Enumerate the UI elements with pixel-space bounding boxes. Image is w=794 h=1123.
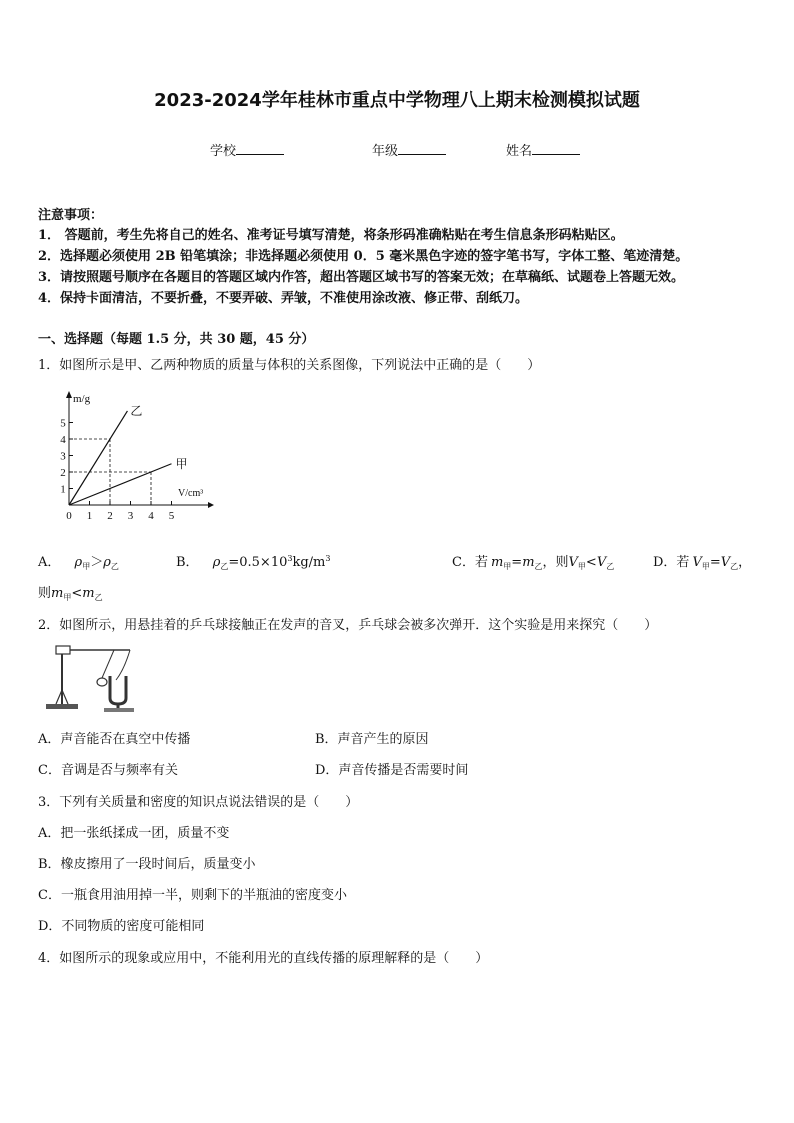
exponent: 3 <box>287 554 293 563</box>
option-label: A． <box>38 555 61 570</box>
var-m: m <box>51 586 64 601</box>
x-tick-label: 4 <box>148 510 154 522</box>
subscript: 乙 <box>606 562 615 571</box>
connector: 则 <box>38 586 52 601</box>
comma: ， <box>738 555 752 570</box>
y-tick-label: 5 <box>60 417 66 430</box>
subscript: 乙 <box>220 562 229 571</box>
notice-item: 2．选择题必须使用 2B 铅笔填涂；非选择题必须使用 0．5 毫米黑色字迹的签字笔书写，字体工整、笔迹清楚。 <box>38 249 689 264</box>
section-heading: 一、选择题（每题 1.5 分，共 30 题，45 分） <box>38 332 315 347</box>
q2-option-d[interactable]: D．声音传播是否需要时间 <box>315 763 469 778</box>
q1-option-b[interactable] <box>176 551 330 570</box>
name-label: 姓名 <box>506 144 533 159</box>
subscript: 甲 <box>577 562 586 571</box>
subscript: 甲 <box>82 562 91 571</box>
name-blank[interactable] <box>532 142 580 155</box>
q2-option-b[interactable]: B．声音产生的原因 <box>315 732 429 747</box>
var-v: V <box>720 555 731 570</box>
grade-field[interactable] <box>372 140 446 159</box>
fork-base <box>104 708 134 712</box>
var-m: m <box>82 586 95 601</box>
y-tick-label: 3 <box>60 450 66 463</box>
subscript: 甲 <box>701 562 710 571</box>
var-m: m <box>490 555 504 570</box>
connector: ，则 <box>542 555 569 570</box>
q3-option-c[interactable]: C．一瓶食用油用掉一半，则剩下的半瓶油的密度变小 <box>38 888 347 903</box>
operator: < <box>585 555 597 570</box>
rho-symbol: ρ <box>212 555 221 570</box>
notice-item: 1． 答题前，考生先将自己的姓名、准考证号填写清楚，将条形码准确粘贴在考生信息条形码粘贴区。 <box>38 228 624 243</box>
var-v: V <box>568 555 578 570</box>
q3-option-a[interactable]: A．把一张纸揉成一团，质量不变 <box>38 826 230 841</box>
q1-option-d-continued <box>38 582 103 601</box>
school-blank[interactable] <box>236 142 284 155</box>
subscript: 甲 <box>63 593 72 602</box>
tuning-fork <box>110 676 126 704</box>
stand-base <box>46 704 78 709</box>
school-label: 学校 <box>210 144 237 159</box>
grade-label: 年级 <box>372 144 399 159</box>
operator: ＞ <box>90 555 104 570</box>
thread <box>102 650 114 678</box>
x-tick-label: 1 <box>86 510 93 522</box>
subscript: 乙 <box>94 593 103 602</box>
series-line-jia <box>69 464 172 505</box>
ping-pong-ball <box>97 678 107 686</box>
q1-option-a[interactable] <box>38 551 119 570</box>
x-axis-label: V/cm³ <box>178 488 204 499</box>
density-unit: kg/m <box>292 555 326 570</box>
subscript: 乙 <box>110 562 119 571</box>
subscript: 乙 <box>534 562 543 571</box>
q2-option-a[interactable]: A．声音能否在真空中传播 <box>38 732 191 747</box>
var-v: V <box>692 555 702 570</box>
operator: = <box>709 555 721 570</box>
operator: < <box>71 586 83 601</box>
notice-item: 3．请按照题号顺序在各题目的答题区域内作答，超出答题区域书写的答案无效；在草稿纸、试题卷上答题无效。 <box>38 270 685 285</box>
option-label: D．若 <box>653 555 690 570</box>
q3-option-d[interactable]: D．不同物质的密度可能相同 <box>38 919 205 934</box>
thread-line <box>116 650 130 680</box>
q1-option-d[interactable] <box>653 551 751 570</box>
series-line-yi <box>69 411 127 505</box>
q2-option-c[interactable]: C．音调是否与频率有关 <box>38 763 178 778</box>
series-label-jia: 甲 <box>175 456 188 471</box>
tuning-fork-figure <box>40 640 150 712</box>
q3-stem: 3．下列有关质量和密度的知识点说法错误的是（ ） <box>38 795 359 810</box>
series-label-yi: 乙 <box>130 403 143 418</box>
y-tick-label: 4 <box>60 434 66 446</box>
y-axis-label: m/g <box>73 393 91 405</box>
q2-stem: 2．如图所示，用悬挂着的乒乓球接触正在发声的音叉，乒乓球会被多次弹开．这个实验是用来探究（ ） <box>38 618 658 633</box>
q3-option-b[interactable]: B．橡皮擦用了一段时间后，质量变小 <box>38 857 256 872</box>
q4-stem: 4．如图所示的现象或应用中，不能利用光的直线传播的原理解释的是（ ） <box>38 951 489 966</box>
y-tick-label: 1 <box>60 483 66 496</box>
rho-symbol: ρ <box>74 555 83 570</box>
school-field[interactable] <box>210 140 284 159</box>
var-m: m <box>522 555 535 570</box>
operator: = <box>511 555 523 570</box>
notice-item: 4．保持卡面清洁，不要折叠，不要弄破、弄皱，不准使用涂改液、修正带、刮纸刀。 <box>38 291 529 306</box>
exponent: 3 <box>325 554 331 563</box>
notice-heading: 注意事项： <box>38 208 104 223</box>
page-title: 2023-2024学年桂林市重点中学物理八上期末检测模拟试题 <box>154 90 640 111</box>
y-axis-arrow <box>66 391 72 398</box>
x-tick-label: 0 <box>66 510 72 522</box>
y-tick-label: 2 <box>60 467 66 479</box>
name-field[interactable] <box>506 140 580 159</box>
var-v: V <box>596 555 607 570</box>
clamp <box>56 646 70 654</box>
option-label: C．若 <box>452 555 488 570</box>
q1-option-c[interactable] <box>452 551 614 570</box>
grade-blank[interactable] <box>398 142 446 155</box>
x-tick-label: 2 <box>107 510 113 522</box>
subscript: 乙 <box>730 562 739 571</box>
density-value: =0.5×10 <box>228 555 288 570</box>
option-label: B． <box>176 555 199 570</box>
rho-symbol: ρ <box>103 555 111 570</box>
x-tick-label: 3 <box>127 510 134 522</box>
subscript: 甲 <box>503 562 512 571</box>
x-tick-label: 5 <box>168 510 175 522</box>
q1-chart <box>52 388 232 526</box>
q1-stem: 1．如图所示是甲、乙两种物质的质量与体积的关系图像，下列说法中正确的是（ ） <box>38 358 541 373</box>
x-axis-arrow <box>208 502 214 508</box>
